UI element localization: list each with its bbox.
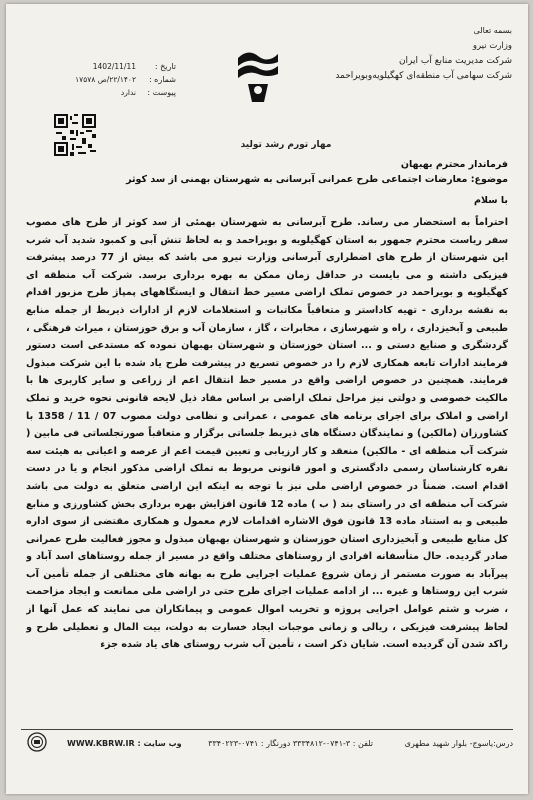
letter-meta	[56, 62, 176, 122]
stamp-title: مهار تورم رشد تولید	[240, 140, 332, 150]
letter-footer	[21, 735, 513, 757]
number-label: شماره :	[148, 75, 176, 84]
qr-code-icon	[54, 114, 96, 156]
recipient: فرماندار محترم بهبهان	[400, 159, 508, 170]
address-block	[28, 159, 508, 206]
number-value: ۲۲/۱۴۰۲/ص ۱۷۵۷۸	[75, 75, 136, 84]
attachment-label: پیوست :	[147, 88, 176, 97]
company-logo-icon	[234, 46, 282, 104]
date-value: 1402/11/11	[92, 62, 136, 71]
website-url: WWW.KBRW.IR	[67, 739, 135, 748]
bismillah: بسمه تعالی	[473, 26, 512, 35]
letter-body: احتراماً به استحضار می رساند. طرح آبرسانی به شهرستان بهمئی از سد کوثر از طرح های مصوب سفر ریاست محترم جمهور به استان کهگیلویه و بویراحمد و به لحاظ تنش آبی و کمبود شدید آب شرب این شهرستان از طرح های اضطراری آبرسانی وزارت نیرو می باشد که بیش از 77 درصد پیشرفت فیزیکی داشته و می بایست در حداقل زمان ممکن به بهره برداری برسد. شرکت آب منطقه ای کهگیلویه و بویراحمد در خصوص تملک اراضی مسیر خط انتقال و ایستگاههای پمپاژ طرح مزبور اقدام به نقشه برداری - تهیه کاداستر و متعاقباً مکاتبات و استعلامات لازم از ادارات ذیربط از جمله منابع طبیعی و آبخیزداری ، راه و شهرسازی ، مخابرات ، گاز ، سازمان آب و برق خوزستان ، میراث فرهنگی ، گردشگری و صنایع دستی و ... استان خوزستان و شهرستان بهبهان نموده که مستدعی است دستور فرمایند ادارات تابعه همکاری لازم را در خصوص تسریع در پیشرفت طرح یاد شده با این شرکت مبذول فرمایند. همچنین در خصوص اراضی واقع در مسیر خط انتقال اعم از زراعی و سایر کاربری ها با مالکیت خصوصی و دولتی نیز مراحل تملک اراضی بر اساس مفاد ذیل لایحه قانونی نحوه خرید و تملک اراضی و املاک برای اجرای برنامه های عمومی ، عمرانی و نظامی دولت مصوب 07 / 11 / 1358 با کشاورزان (مالکین) و نمایندگان دستگاه های ذیربط جلساتی برگزار و متعاقباً صورتجلساتی فی مابین ( شرکت آب منطقه ای - مالکین) منعقد و کار ارزیابی و تعیین قیمت اعم از عرصه و اعیانی به هیئت سه نفره کارشناسان رسمی دادگستری و امور قانونی مربوط به تملک اراضی مذکور انجام و یا در دست اقدام است. ضمناً در خصوص اراضی ملی نیز با توجه به اینکه این اراضی متعلق به دولت می باشد شرکت آب منطقه ای در راستای بند ( ب ) ماده 12 قانون افزایش بهره برداری بخش کشاورزی و منابع طبیعی و به استناد ماده 13 قانون فوق الاشاره اقدامات لازم معمول و همکاری مقتضی از سوی اداره کل منابع طبیعی و آبخیزداری استان خوزستان و شهرستان بهبهان مبذول و مجوز فعالیت طرح عمرانی صادر گردیده. حال متأسفانه افرادی از روستاهای مختلف واقع در مسیر از جمله روستاهای اسد آباد و پیرآباد به صورت مستمر از زمان شروع عملیات اجرایی طرح به بهانه های مختلفی از جمله تأمین آب شرب این روستاها و غیره ... از ادامه عملیات اجرای طرح حتی در اراضی ملی ممانعت و ایجاد مزاحمت ، ضرب و شتم عوامل اجرایی پروژه و تخریب اموال عمومی و پیمانکاران می نمایند که عمل آنها از لحاظ پیشرفت فیزیکی ، ریالی و زمانی موجبات ایجاد خسارت به دولت، بیت المال و تعطیلی طرح و راکد شدن آن گردیده است. شایان ذکر است ، تأمین آب شرب روستای های یاد شده جزء	[26, 217, 508, 651]
footer-website	[67, 739, 182, 748]
website-label: وب سایت :	[137, 739, 182, 748]
attachment-value: ندارد	[120, 88, 136, 97]
letterhead	[312, 26, 512, 81]
company-name: شرکت مدیریت منابع آب ایران	[398, 56, 512, 66]
footer-phone: تلفن : ۳-۰۷۴۱-۳۳۳۴۸۱۲ دورنگار : ۰۷۴۱-۳۳۴۰۲۲۳	[208, 739, 373, 748]
certification-seal-icon	[27, 732, 47, 752]
date-label: تاریخ :	[154, 62, 176, 71]
subject-line: موضوع: معارضات اجتماعی طرح عمرانی آبرسانی به شهرستان بهمنی از سد کوثر	[126, 174, 508, 185]
subsidiary-name: شرکت سهامی آب منطقه‌ای کهگیلویه‌وبویراحمد	[335, 71, 512, 81]
footer-divider	[21, 729, 513, 730]
letter-page	[6, 4, 528, 794]
footer-address: درس:یاسوج- بلوار شهید مطهری	[404, 739, 513, 748]
ministry-name: وزارت نیرو	[472, 41, 512, 51]
greeting: با سلام	[474, 195, 508, 206]
